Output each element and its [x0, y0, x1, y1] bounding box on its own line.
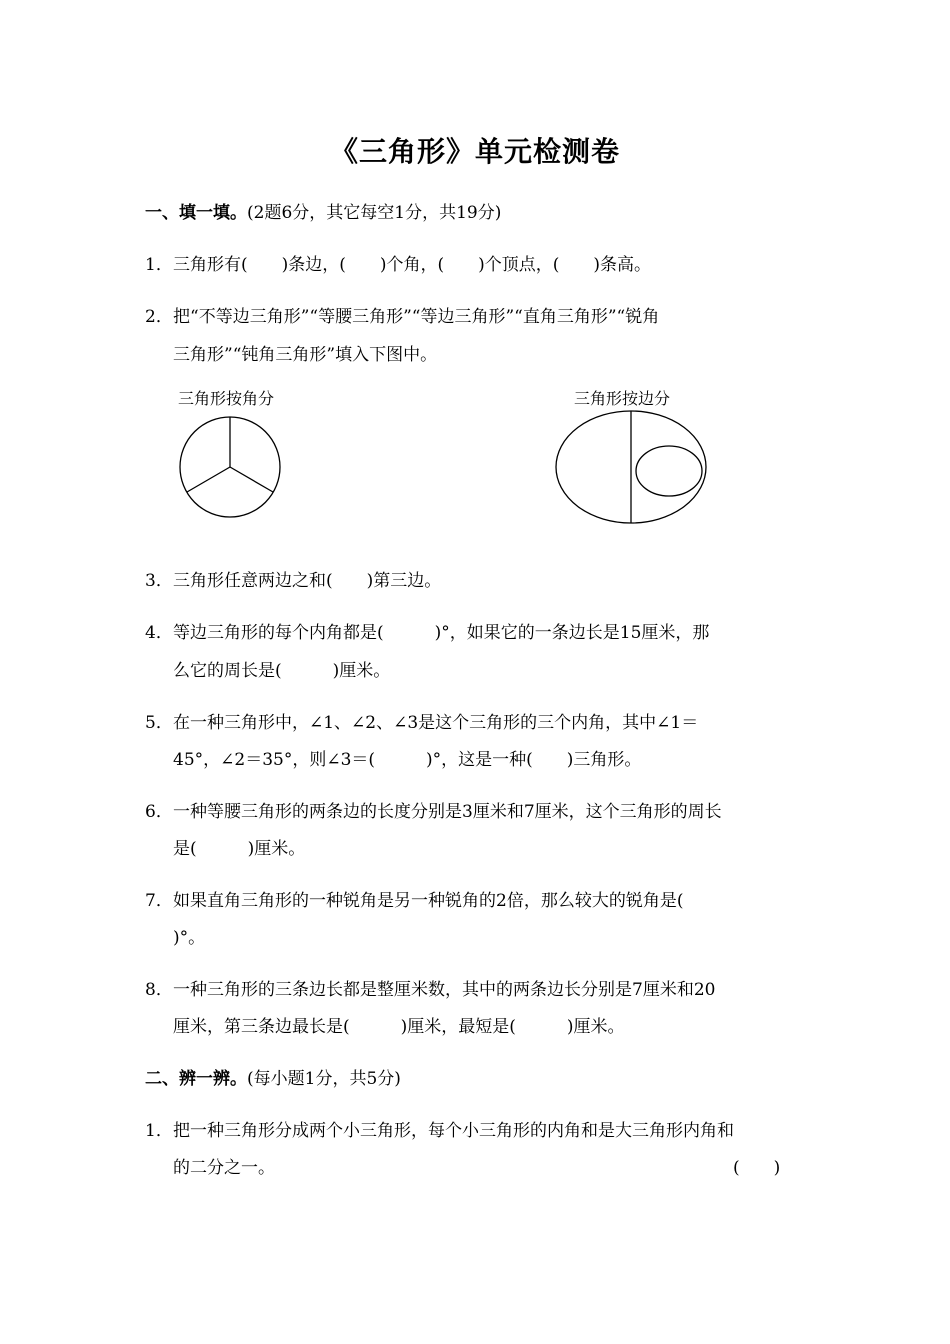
q2-1-number: 1．	[145, 1121, 173, 1141]
q1-2-text-line1: 把“不等边三角形”“等腰三角形”“等边三角形”“直角三角形”“锐角	[173, 307, 660, 327]
q1-7-text-line1: 如果直角三角形的一种锐角是另一种锐角的2倍，那么较大的锐角是(	[173, 891, 684, 911]
q1-2-number: 2．	[145, 307, 173, 327]
q1-4-text-line1: 等边三角形的每个内角都是( )°，如果它的一条边长是15厘米，那	[173, 623, 710, 643]
section-1-heading	[145, 198, 501, 223]
q1-8-text-line1: 一种三角形的三条边长都是整厘米数，其中的两条边长分别是7厘米和20	[173, 980, 716, 1000]
q1-8-text-line2: 厘米，第三条边最长是( )厘米，最短是( )厘米。	[173, 1017, 625, 1037]
q1-3-number: 3．	[145, 571, 173, 591]
section-2-note: (每小题1分，共5分)	[247, 1069, 401, 1089]
q1-5-text-line2: 45°，∠2＝35°，则∠3＝( )°，这是一种( )三角形。	[173, 750, 642, 770]
section-2-title: 二、辨一辨。	[145, 1069, 247, 1089]
q1-4-text-line2: 么它的周长是( )厘米。	[173, 661, 391, 681]
q1-2-text-line2: 三角形”“钝角三角形”填入下图中。	[173, 345, 438, 365]
q1-6-number: 6．	[145, 802, 173, 822]
q2-1-text-line1: 把一种三角形分成两个小三角形，每个小三角形的内角和是大三角形内角和	[173, 1121, 734, 1141]
section-1-title: 一、填一填。	[145, 203, 247, 223]
q2-1-text-line2: 的二分之一。	[173, 1158, 275, 1178]
q1-5-number: 5．	[145, 713, 173, 733]
section-1-note: (2题6分，其它每空1分，共19分)	[247, 203, 502, 223]
q1-7-text-line2: )°。	[173, 928, 206, 948]
q1-6-text-line1: 一种等腰三角形的两条边的长度分别是3厘米和7厘米，这个三角形的周长	[173, 802, 722, 822]
angle-classification-circle-diagram	[170, 410, 290, 530]
q1-3-text: 三角形任意两边之和( )第三边。	[173, 571, 442, 591]
side-classification-caption: 三角形按边分	[574, 389, 671, 408]
page-title: 《三角形》单元检测卷	[329, 135, 620, 168]
q1-1-text: 三角形有( )条边，( )个角，( )个顶点，( )条高。	[173, 255, 652, 275]
q1-4-number: 4．	[145, 623, 173, 643]
q1-6-text-line2: 是( )厘米。	[173, 839, 306, 859]
q1-8-number: 8．	[145, 980, 173, 1000]
q1-5-text-line1: 在一种三角形中，∠1、∠2、∠3是这个三角形的三个内角，其中∠1＝	[173, 713, 699, 733]
side-classification-ellipse-diagram	[550, 410, 715, 530]
section-2-heading	[145, 1064, 401, 1089]
q2-1-answer-blank: ( )	[733, 1158, 781, 1178]
q1-1-number: 1．	[145, 255, 173, 275]
q1-7-number: 7．	[145, 891, 173, 911]
angle-classification-caption: 三角形按角分	[178, 389, 275, 408]
